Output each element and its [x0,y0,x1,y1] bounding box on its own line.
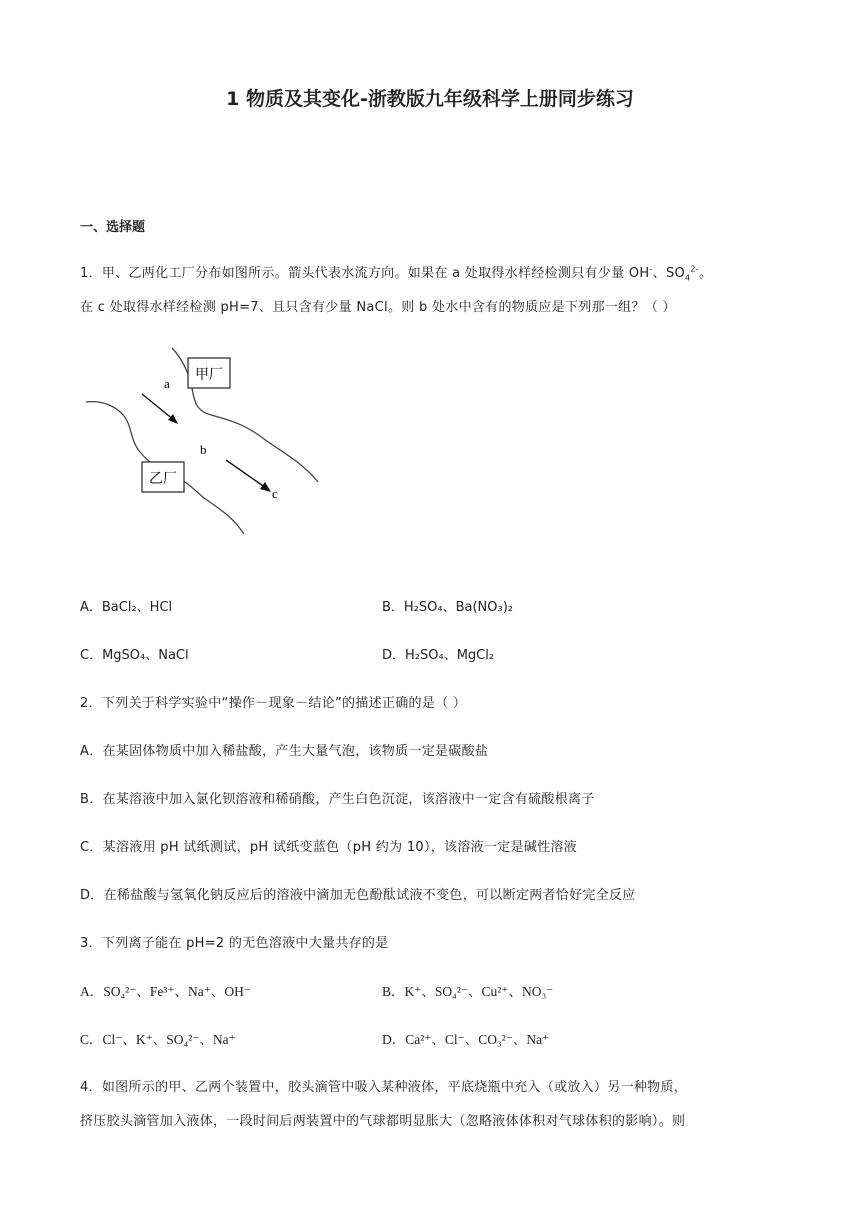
flow-arrow-a [142,394,174,420]
flow-arrow-b [226,460,266,488]
q2-option-b: B．在某溶液中加入氯化钡溶液和稀硝酸，产生白色沉淀，该溶液中一定含有硫酸根离子 [80,792,595,807]
q3-option-c: C．Cl⁻、K⁺、SO₄²⁻、Na⁺ [80,1032,236,1047]
factory-yi-label: 乙厂 [149,471,177,487]
page-title: 1 物质及其变化-浙教版九年级科学上册同步练习 [226,88,634,110]
point-b-label: b [200,442,207,457]
arrow-head-icon [260,482,271,492]
q1-option-a: A．BaCl₂、HCl [80,600,173,615]
q2-option-a: A．在某固体物质中加入稀盐酸，产生大量气泡，该物质一定是碳酸盐 [80,744,489,759]
q3-option-d: D．Ca²⁺、Cl⁻、CO₃²⁻、Na⁺ [382,1032,550,1047]
question-3-stem: 3．下列离子能在 pH=2 的无色溶液中大量共存的是 [80,936,389,951]
q1-option-c: C．MgSO₄、NaCl [80,648,189,663]
q3-option-b: B．K⁺、SO₄²⁻、Cu²⁺、NO₃⁻ [382,984,554,999]
factory-jia-label: 甲厂 [195,367,223,383]
q3-option-a: A．SO₄²⁻、Fe³⁺、Na⁺、OH⁻ [80,984,252,999]
question-4-line-2: 挤压胶头滴管加入液体，一段时间后两装置中的气球都明显胀大（忽略液体体积对气球体积的影响）。则 [80,1114,686,1129]
point-c-label: c [272,486,278,501]
river-factory-diagram [80,340,340,540]
question-4-line-1: 4．如图所示的甲、乙两个装置中，胶头滴管中吸入某种液体，平底烧瓶中充入（或放入）另一种物质， [80,1080,688,1095]
q1-option-b: B．H₂SO₄、Ba(NO₃)₂ [382,600,514,615]
point-a-label: a [164,376,170,391]
question-2-stem: 2．下列关于科学实验中“操作－现象－结论”的描述正确的是（ ） [80,696,467,711]
section-heading: 一、选择题 [80,220,146,235]
question-1-line-2: 在 c 处取得水样经检测 pH=7、且只含有少量 NaCl。则 b 处水中含有的物质应是下列那一组？（ ） [80,300,676,315]
question-1-line-1: 1．甲、乙两化工厂分布如图所示。箭头代表水流方向。如果在 a 处取得水样经检测只有少量 OH-、$SO_4^{2-}$。 [80,264,713,283]
q1-option-d: D．H₂SO₄、MgCl₂ [382,648,495,663]
q2-option-d: D．在稀盐酸与氢氧化钠反应后的溶液中滴加无色酚酞试液不变色，可以断定两者恰好完全反应 [80,888,636,903]
q2-option-c: C．某溶液用 pH 试纸测试，pH 试纸变蓝色（pH 约为 10），该溶液一定是碱性溶液 [80,840,578,855]
